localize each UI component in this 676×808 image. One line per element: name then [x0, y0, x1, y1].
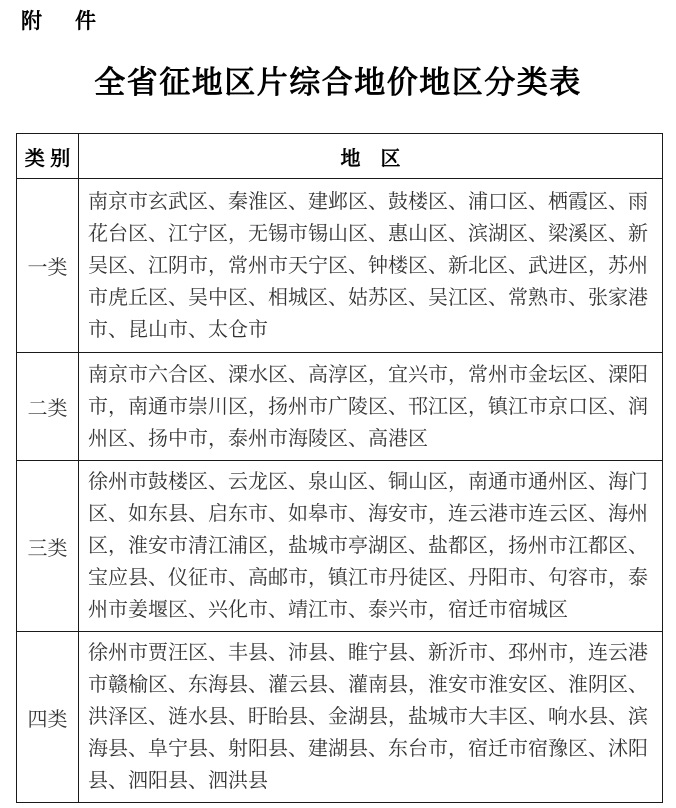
- region-list-class-3: 徐州市鼓楼区、云龙区、泉山区、铜山区，南通市通州区、海门区、如东县、启东市、如皋市、海安市，连云港市连云区、海州区，淮安市清江浦区，盐城市亭湖区、盐都区，扬州市江都区、宝应县、仪征市、高邮市，镇江市丹徒区、丹阳市、句容市，泰州市姜堰区、兴化市、靖江市、泰兴市，宿迁市宿城区: [79, 461, 663, 632]
- classification-table: [16, 133, 663, 803]
- category-label-class-1: 一类: [17, 179, 79, 353]
- header-region: 地 区: [79, 134, 663, 179]
- region-list-class-4: 徐州市贾汪区、丰县、沛县、睢宁县、新沂市、邳州市，连云港市赣榆区、东海县、灌云县、灌南县，淮安市淮安区、淮阴区、洪泽区、涟水县、盱眙县、金湖县，盐城市大丰区、响水县、滨海县、阜宁县、射阳县、建湖县、东台市，宿迁市宿豫区、沭阳县、泗阳县、泗洪县: [79, 632, 663, 803]
- table-row-class-4: [17, 632, 663, 803]
- table-row-class-1: [17, 179, 663, 353]
- attachment-label: 附 件: [21, 10, 102, 33]
- region-list-class-2: 南京市六合区、溧水区、高淳区，宜兴市，常州市金坛区、溧阳市，南通市崇川区，扬州市广陵区、邗江区，镇江市京口区、润州区、扬中市，泰州市海陵区、高港区: [79, 353, 663, 461]
- table-header-row: [17, 134, 663, 179]
- table-row-class-3: [17, 461, 663, 632]
- page-title: 全省征地区片综合地价地区分类表: [94, 65, 582, 100]
- region-list-class-1: 南京市玄武区、秦淮区、建邺区、鼓楼区、浦口区、栖霞区、雨花台区、江宁区，无锡市锡山区、惠山区、滨湖区、梁溪区、新吴区、江阴市，常州市天宁区、钟楼区、新北区、武进区，苏州市虎丘区、吴中区、相城区、姑苏区、吴江区、常熟市、张家港市、昆山市、太仓市: [79, 179, 663, 353]
- category-label-class-4: 四类: [17, 632, 79, 803]
- category-label-class-3: 三类: [17, 461, 79, 632]
- table-row-class-2: [17, 353, 663, 461]
- category-label-class-2: 二类: [17, 353, 79, 461]
- header-category: 类 别: [17, 134, 79, 179]
